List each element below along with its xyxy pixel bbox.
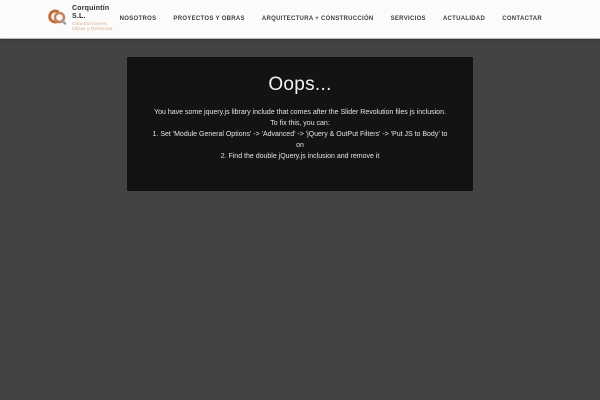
error-line: 1. Set 'Module General Options' -> 'Advanced' -> 'jQuery & OutPut Filters' -> 'Put JS to Body' to [152,131,448,138]
site-header [0,0,600,39]
main-nav [120,16,542,22]
error-line: 2. Find the double jQuery.js inclusion and remove it [220,153,380,160]
nav-item-actualidad[interactable]: ACTUALIDAD [442,16,486,22]
slider-revolution-error-panel [127,57,473,191]
brand-name: Corquintín S.L. [72,5,110,21]
page-content [0,57,600,400]
error-line: To fix this, you can: [270,120,330,127]
brand-logo-link[interactable] [44,5,120,32]
nav-item-arquitectura-construccion[interactable]: ARQUITECTURA + CONSTRUCCIÓN [261,16,374,22]
brand-text [72,5,120,32]
error-title: Oops... [268,74,332,95]
error-line: You have some jquery.js library include that comes after the Slider Revolution files js inclusion. [154,109,446,116]
brand-logo-icon [44,7,67,31]
error-message [127,107,473,162]
nav-item-servicios[interactable]: SERVICIOS [390,16,426,22]
brand-tagline: Construcciones, Obras y Reformas [72,21,113,33]
nav-item-proyectos-y-obras[interactable]: PROYECTOS Y OBRAS [173,16,245,22]
error-line: on [296,142,304,149]
nav-item-nosotros[interactable]: NOSOTROS [119,16,157,22]
nav-item-contactar[interactable]: CONTACTAR [502,16,542,22]
